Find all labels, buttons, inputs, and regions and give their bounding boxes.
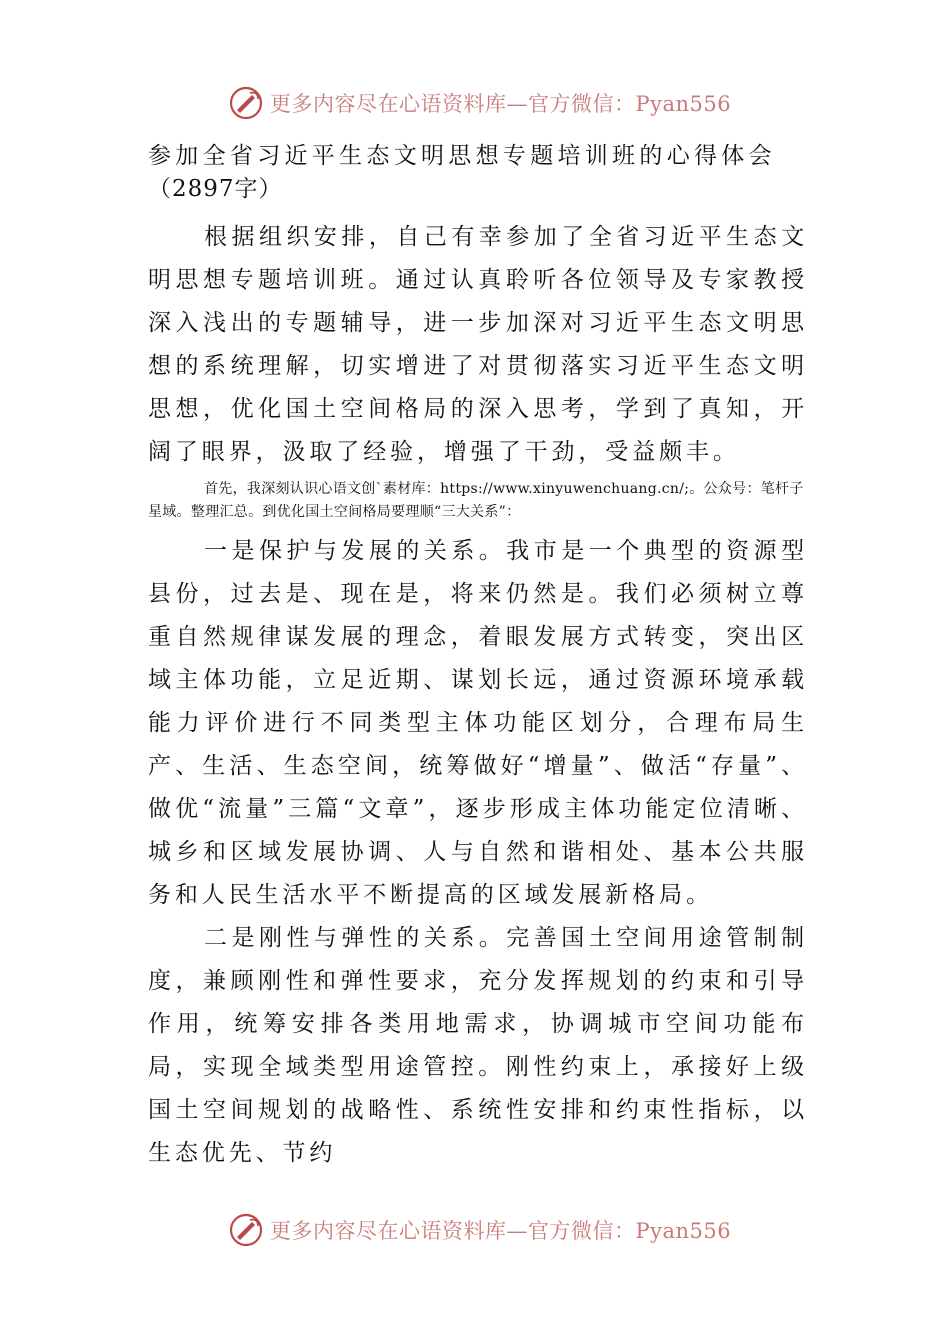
title-line-1: 参加全省习近平生态文明思想专题培训班的心得体会 bbox=[148, 143, 776, 169]
source-note: 首先，我深刻认识心语文创`素材库：https://www.xinyuwenchuang.cn/;。公众号：笔杆子星域。整理汇总。到优化国土空间格局要理顺“三大关系”： bbox=[148, 481, 804, 520]
document-body bbox=[148, 140, 808, 1175]
body-paragraph-2: 二是刚性与弹性的关系。完善国土空间用途管制制度，兼顾刚性和弹性要求，充分发挥规划的约束和引导作用，统筹安排各类用地需求，协调城市空间功能布局，实现全域类型用途管控。刚性约束上，承接好上级国土空间规划的战略性、系统性安排和约束性指标，以生态优先、节约 bbox=[148, 925, 808, 1166]
page-title bbox=[148, 140, 808, 206]
intro-paragraph: 根据组织安排，自己有幸参加了全省习近平生态文明思想专题培训班。通过认真聆听各位领导及专家教授深入浅出的专题辅导，进一步加深对习近平生态文明思想的系统理解，切实增进了对贯彻落实习近平生态文明思想，优化国土空间格局的深入思考，学到了真知，开阔了眼界，汲取了经验，增强了干劲，受益颇丰。 bbox=[148, 224, 808, 465]
logo-icon bbox=[228, 1212, 264, 1248]
footer-banner bbox=[228, 1210, 748, 1250]
banner-text: 更多内容尽在心语资料库—官方微信：Pyan556 bbox=[270, 1219, 732, 1243]
title-line-2: （2897字） bbox=[148, 176, 283, 202]
header-banner bbox=[228, 83, 748, 123]
banner-text: 更多内容尽在心语资料库—官方微信：Pyan556 bbox=[270, 92, 732, 116]
body-paragraph-1: 一是保护与发展的关系。我市是一个典型的资源型县份，过去是、现在是，将来仍然是。我们必须树立尊重自然规律谋发展的理念，着眼发展方式转变，突出区域主体功能，立足近期、谋划长远，通过资源环境承载能力评价进行不同类型主体功能区划分，合理布局生产、生活、生态空间，统筹做好“增量”、做活“存量”、做优“流量”三篇“文章”，逐步形成主体功能定位清晰、城乡和区域发展协调、人与自然和谐相处、基本公共服务和人民生活水平不断提高的区域发展新格局。 bbox=[148, 538, 808, 908]
logo-icon bbox=[228, 85, 264, 121]
